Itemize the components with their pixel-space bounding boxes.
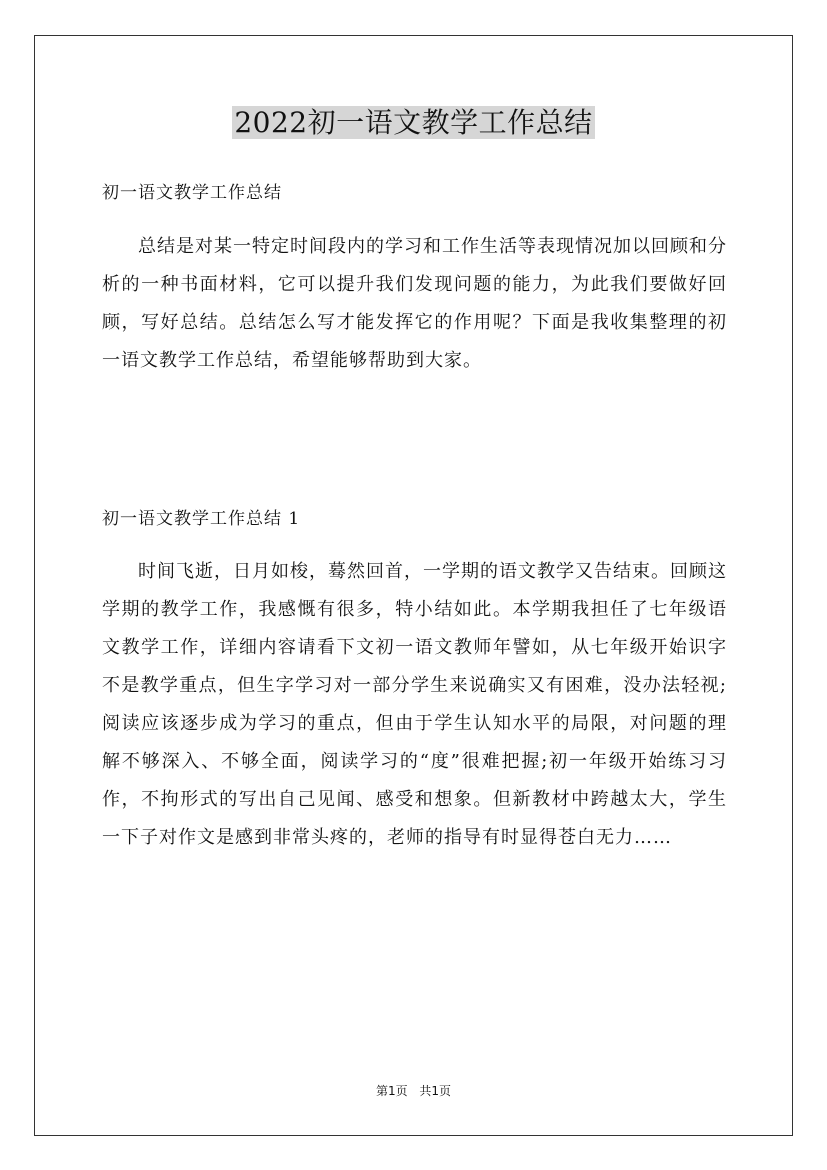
document-title: [0, 103, 827, 143]
page-footer: [0, 1082, 827, 1099]
page-total: 共1页: [419, 1084, 452, 1098]
intro-section: [102, 228, 727, 380]
document-title-text: 2022初一语文教学工作总结: [234, 106, 593, 139]
section-heading: 初一语文教学工作总结 1: [102, 509, 301, 529]
section-heading: 初一语文教学工作总结: [102, 183, 282, 203]
summary-paragraph: 时间飞逝，日月如梭，蓦然回首，一学期的语文教学又告结束。回顾这学期的教学工作，我感慨有很多，特小结如此。本学期我担任了七年级语文教学工作，详细内容请看下文初一语文教师年譬如，从七年级开始识字不是教学重点，但生字学习对一部分学生来说确实又有困难，没办法轻视;阅读应该逐步成为学习的重点，但由于学生认知水平的局限，对问题的理解不够深入、不够全面，阅读学习的“度”很难把握;初一年级开始练习习作，不拘形式的写出自己见闻、感受和想象。但新教材中跨越太大，学生一下子对作文是感到非常头疼的，老师的指导有时显得苍白无力……: [102, 561, 727, 848]
page-number: 第1页: [375, 1084, 408, 1098]
intro-paragraph: 总结是对某一特定时间段内的学习和工作生活等表现情况加以回顾和分析的一种书面材料，它可以提升我们发现问题的能力，为此我们要做好回顾，写好总结。总结怎么写才能发挥它的作用呢？下面是我收集整理的初一语文教学工作总结，希望能够帮助到大家。: [102, 236, 727, 371]
summary-section: [102, 553, 727, 857]
